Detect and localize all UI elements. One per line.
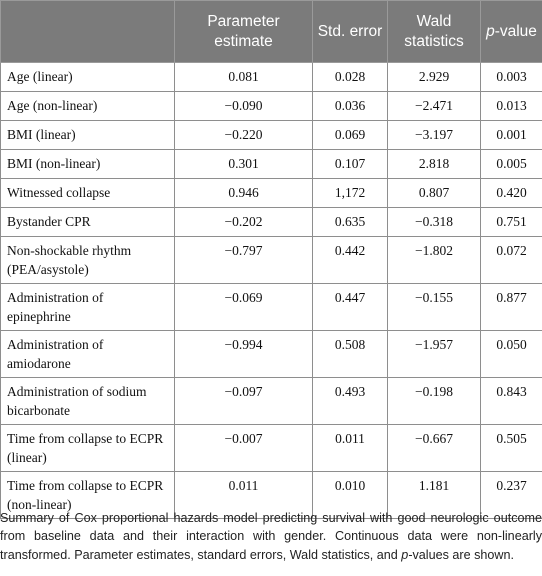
p-value-cell: 0.072 [481,237,542,284]
p-value-cell: 0.005 [481,150,542,179]
wald-statistic-cell: −2.471 [388,92,481,121]
header-wald-statistics: Wald statistics [388,1,481,63]
wald-statistic-cell: 0.807 [388,179,481,208]
row-label-cell: Time from collapse to ECPR (non-linear) [1,472,175,519]
std-error-cell: 0.036 [313,92,388,121]
p-value-cell: 0.843 [481,378,542,425]
table-row [1,237,542,284]
p-value-cell: 0.001 [481,121,542,150]
wald-statistic-cell: −3.197 [388,121,481,150]
row-label-cell: Bystander CPR [1,208,175,237]
std-error-cell: 0.447 [313,284,388,331]
row-label-cell: BMI (non-linear) [1,150,175,179]
parameter-estimate-cell: −0.007 [175,425,313,472]
table-row [1,150,542,179]
p-value-cell: 0.237 [481,472,542,519]
parameter-estimate-cell: −0.090 [175,92,313,121]
row-label-cell: BMI (linear) [1,121,175,150]
wald-statistic-cell: −0.318 [388,208,481,237]
header-row [1,1,542,63]
p-value-cell: 0.420 [481,179,542,208]
table-caption [0,509,542,565]
std-error-cell: 0.069 [313,121,388,150]
wald-statistic-cell: −0.155 [388,284,481,331]
parameter-estimate-cell: −0.097 [175,378,313,425]
table-row [1,92,542,121]
table-row [1,63,542,92]
row-label-cell: Witnessed collapse [1,179,175,208]
p-value-cell: 0.751 [481,208,542,237]
p-value-cell: 0.003 [481,63,542,92]
row-label-cell: Age (non-linear) [1,92,175,121]
parameter-estimate-cell: −0.202 [175,208,313,237]
wald-statistic-cell: 1.181 [388,472,481,519]
p-value-cell: 0.877 [481,284,542,331]
table-row [1,208,542,237]
table-body [1,63,542,519]
parameter-estimate-cell: −0.069 [175,284,313,331]
std-error-cell: 0.011 [313,425,388,472]
table-row [1,121,542,150]
parameter-estimate-cell: −0.220 [175,121,313,150]
row-label-cell: Non-shockable rhythm (PEA/asystole) [1,237,175,284]
table-row [1,179,542,208]
std-error-cell: 0.508 [313,331,388,378]
header-p-italic: p [486,22,495,40]
p-value-cell: 0.050 [481,331,542,378]
std-error-cell: 1,172 [313,179,388,208]
std-error-cell: 0.442 [313,237,388,284]
header-corner-cell [1,1,175,63]
wald-statistic-cell: −1.802 [388,237,481,284]
row-label-cell: Administration of epinephrine [1,284,175,331]
caption-p-italic: p [401,547,409,562]
header-std-error: Std. error [313,1,388,63]
std-error-cell: 0.635 [313,208,388,237]
p-value-cell: 0.505 [481,425,542,472]
wald-statistic-cell: 2.929 [388,63,481,92]
header-p-rest: -value [494,22,537,40]
header-p-value [481,1,542,63]
std-error-cell: 0.010 [313,472,388,519]
std-error-cell: 0.493 [313,378,388,425]
table-row [1,425,542,472]
std-error-cell: 0.028 [313,63,388,92]
p-value-cell: 0.013 [481,92,542,121]
row-label-cell: Administration of amiodarone [1,331,175,378]
caption-text-before: Summary of Cox proportional hazards model predicting survival with good neurologic outcome from baseline data and their interaction with gender. Continuous data were non-linearly transformed. Parameter estimates, standard errors, Wald statistics, and [0,510,542,562]
parameter-estimate-cell: 0.081 [175,63,313,92]
table-row [1,378,542,425]
parameter-estimate-cell: −0.797 [175,237,313,284]
parameter-estimate-cell: −0.994 [175,331,313,378]
wald-statistic-cell: −0.198 [388,378,481,425]
std-error-cell: 0.107 [313,150,388,179]
wald-statistic-cell: −0.667 [388,425,481,472]
row-label-cell: Time from collapse to ECPR (linear) [1,425,175,472]
row-label-cell: Age (linear) [1,63,175,92]
parameter-estimate-cell: 0.011 [175,472,313,519]
wald-statistic-cell: 2.818 [388,150,481,179]
caption-text-after: -values are shown. [408,547,515,562]
table-row [1,284,542,331]
row-label-cell: Administration of sodium bicarbonate [1,378,175,425]
header-parameter-estimate: Parameter estimate [175,1,313,63]
table-row [1,331,542,378]
wald-statistic-cell: −1.957 [388,331,481,378]
parameter-estimate-cell: 0.301 [175,150,313,179]
parameter-estimate-cell: 0.946 [175,179,313,208]
